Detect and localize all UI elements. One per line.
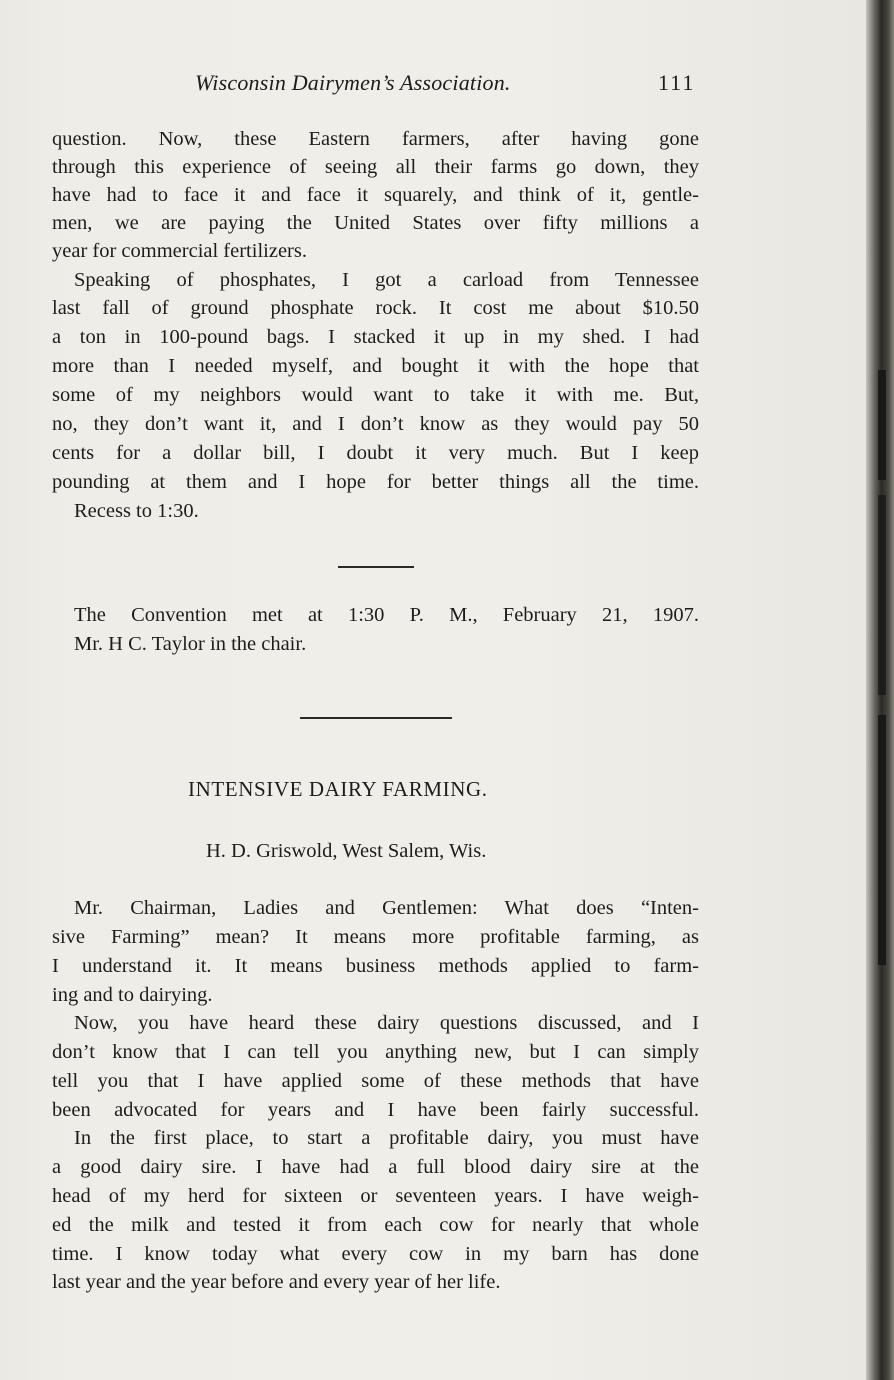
text-line: time. I know today what every cow in my barn has done — [52, 1243, 699, 1265]
text-line: Now, you have heard these dairy questions discussed, and I — [74, 1012, 699, 1034]
edge-ink-mark — [878, 495, 886, 695]
recess-line: Recess to 1:30. — [74, 500, 199, 522]
text-line: sive Farming” mean? It means more profitable farming, as — [52, 926, 699, 948]
text-line: pounding at them and I hope for better things all the time. — [52, 471, 699, 493]
text-line: tell you that I have applied some of these methods that have — [52, 1070, 699, 1092]
page-number: 111 — [658, 70, 696, 95]
section-divider — [300, 717, 452, 719]
text-line: ed the milk and tested it from each cow for nearly that whole — [52, 1214, 699, 1236]
edge-ink-mark — [878, 370, 886, 480]
text-line: Speaking of phosphates, I got a carload from Tennessee — [74, 269, 699, 291]
text-line: I understand it. It means business methods applied to farm- — [52, 955, 699, 977]
text-line: last fall of ground phosphate rock. It cost me about $10.50 — [52, 297, 699, 319]
text-line: cents for a dollar bill, I doubt it very much. But I keep — [52, 442, 699, 464]
text-line: head of my herd for sixteen or seventeen years. I have weigh- — [52, 1185, 699, 1207]
text-line: ing and to dairying. — [52, 984, 213, 1006]
edge-ink-mark — [878, 715, 886, 965]
text-line: been advocated for years and I have been fairly successful. — [52, 1099, 699, 1121]
section-divider — [338, 566, 414, 568]
chair-line: Mr. H C. Taylor in the chair. — [74, 633, 307, 655]
text-line: men, we are paying the United States over fifty millions a — [52, 212, 699, 234]
text-line: a ton in 100-pound bags. I stacked it up in my shed. I had — [52, 326, 699, 348]
text-line: through this experience of seeing all their farms go down, they — [52, 156, 699, 178]
article-byline: H. D. Griswold, West Salem, Wis. — [206, 840, 487, 862]
text-line: year for commercial fertilizers. — [52, 240, 307, 262]
text-line: some of my neighbors would want to take it with me. But, — [52, 384, 699, 406]
text-line: no, they don’t want it, and I don’t know as they would pay 50 — [52, 413, 699, 435]
text-line: don’t know that I can tell you anything new, but I can simply — [52, 1041, 699, 1063]
text-line: a good dairy sire. I have had a full blood dairy sire at the — [52, 1156, 699, 1178]
text-line: In the first place, to start a profitable dairy, you must have — [74, 1127, 699, 1149]
text-line: question. Now, these Eastern farmers, after having gone — [52, 128, 699, 150]
text-line: last year and the year before and every year of her life. — [52, 1271, 501, 1293]
text-line: have had to face it and face it squarely, and think of it, gentle- — [52, 184, 699, 206]
convention-line: The Convention met at 1:30 P. M., February 21, 1907. — [74, 604, 699, 626]
text-line: more than I needed myself, and bought it with the hope that — [52, 355, 699, 377]
text-line: Mr. Chairman, Ladies and Gentlemen: What does “Inten- — [74, 897, 699, 919]
article-title: INTENSIVE DAIRY FARMING. — [188, 777, 488, 801]
running-header-title: Wisconsin Dairymen’s Association. — [195, 70, 511, 95]
